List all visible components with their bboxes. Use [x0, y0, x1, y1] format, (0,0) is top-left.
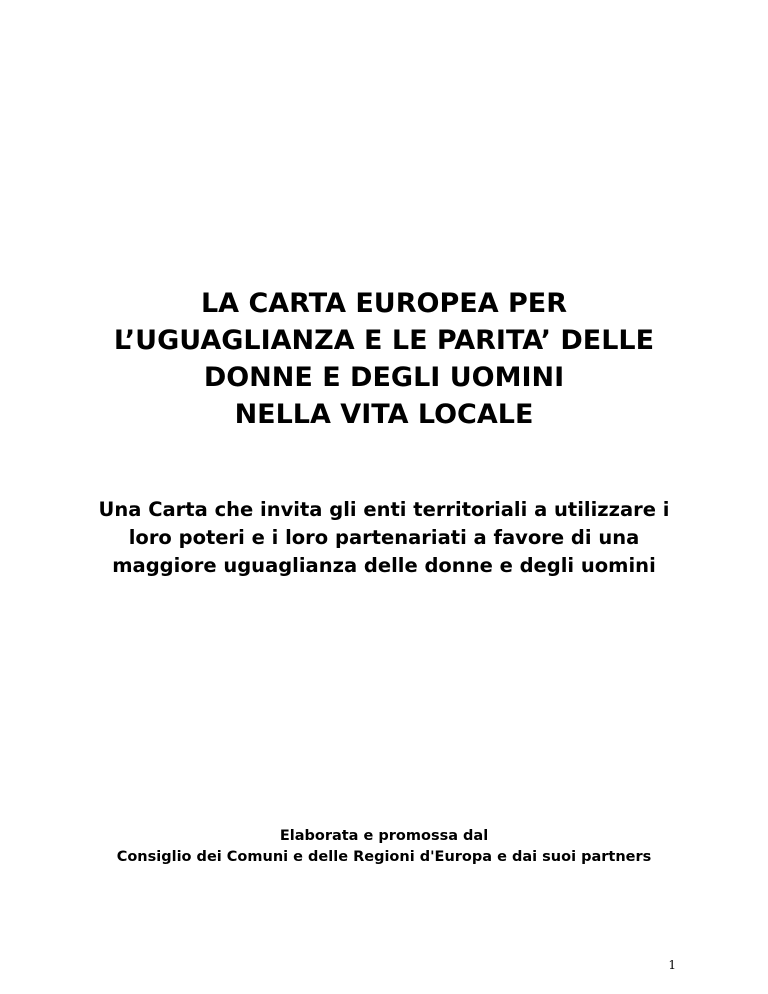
title-line-4: NELLA VITA LOCALE — [234, 399, 534, 430]
subtitle-line-3: maggiore uguaglianza delle donne e degli uomini — [112, 554, 656, 577]
subtitle-line-1: Una Carta che invita gli enti territoriali a utilizzare i — [98, 498, 670, 521]
credit-line-1: Elaborata e promossa dal — [279, 828, 489, 844]
title-line-2: L’UGUAGLIANZA E LE PARITA’ DELLE — [113, 325, 655, 356]
document-credit — [0, 826, 768, 868]
page-number: 1 — [668, 958, 676, 972]
credit-line-2: Consiglio dei Comuni e delle Regioni d'Europa e dai suoi partners — [116, 849, 652, 865]
title-line-1: LA CARTA EUROPEA PER — [200, 288, 568, 319]
subtitle-line-2: loro poteri e i loro partenariati a favore di una — [128, 526, 640, 549]
document-subtitle — [0, 496, 768, 580]
document-title — [0, 285, 768, 433]
title-line-3: DONNE E DEGLI UOMINI — [203, 362, 565, 393]
